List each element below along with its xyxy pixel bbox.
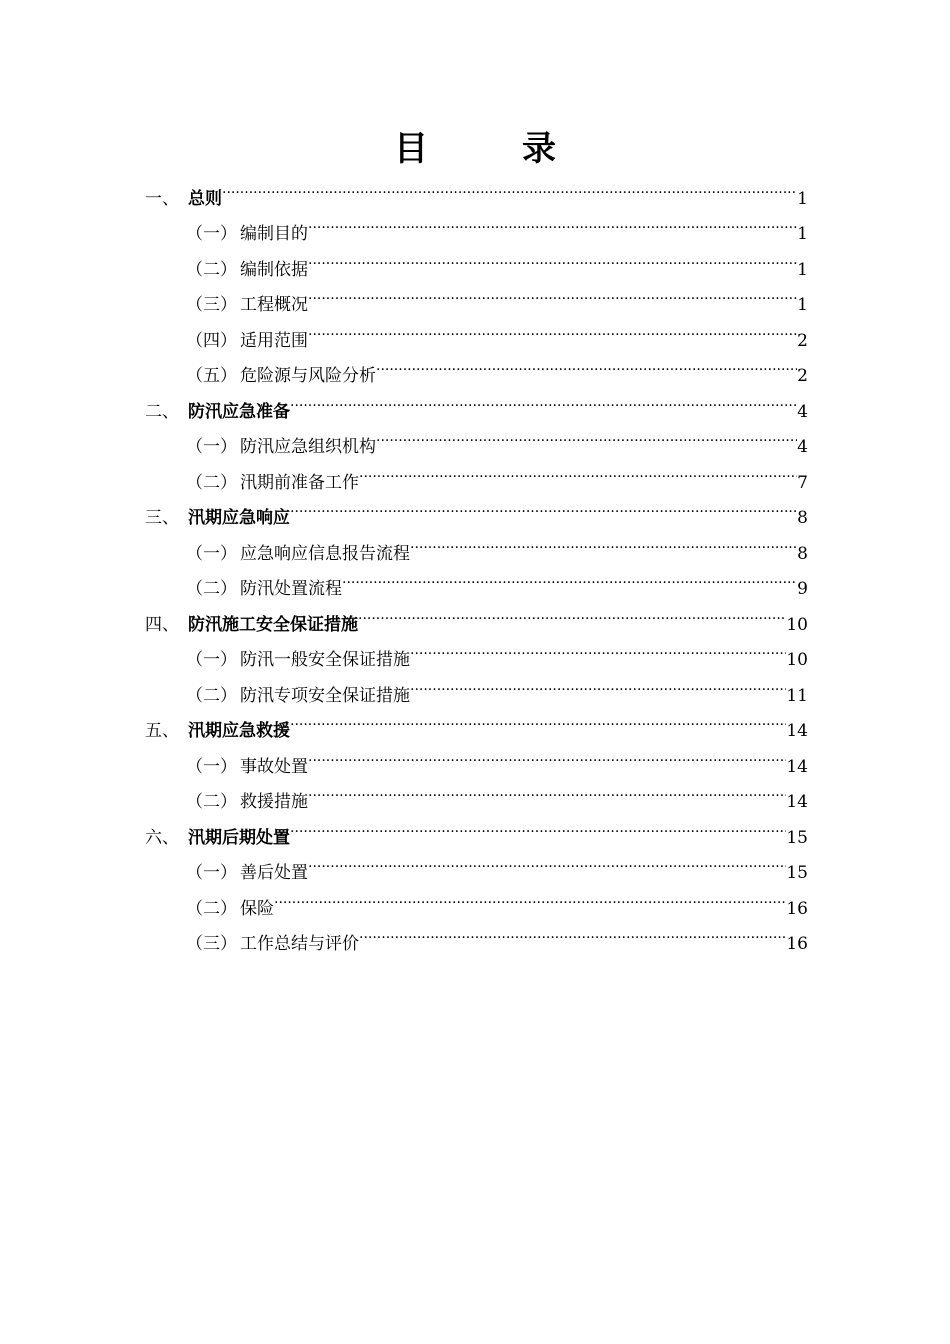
toc-entry-number: （二）	[186, 259, 237, 280]
toc-page-number: 11	[786, 685, 808, 706]
toc-dot-leader	[290, 807, 786, 843]
toc-page-number: 9	[797, 579, 808, 599]
toc-entry-number: （二）	[186, 792, 237, 812]
toc-page-number: 10	[786, 614, 808, 635]
toc-page-number: 1	[797, 259, 808, 280]
toc-dot-leader	[222, 168, 797, 204]
toc-dot-leader	[308, 736, 786, 772]
toc-entry-label: 工作总结与评价	[240, 934, 359, 954]
toc-entry-number: （一）	[186, 863, 237, 883]
toc-entry-number: （三）	[186, 934, 237, 954]
toc-page-number: 2	[797, 330, 808, 351]
toc-section-entry[interactable]	[145, 204, 808, 244]
toc-page-number: 4	[797, 437, 808, 457]
toc-entry-label: 事故处置	[240, 756, 308, 777]
toc-page-number: 16	[786, 898, 808, 919]
toc-page-number: 15	[786, 827, 808, 848]
toc-page-number: 10	[786, 650, 808, 670]
toc-dot-leader	[359, 452, 797, 488]
toc-entry-label: 防汛应急准备	[188, 401, 290, 422]
toc-entry-number: （一）	[186, 437, 237, 457]
toc-entry-number: （一）	[186, 650, 237, 670]
toc-dot-leader	[308, 310, 797, 346]
toc-page-number: 1	[797, 188, 808, 209]
toc-dot-leader	[308, 239, 797, 275]
toc-dot-leader	[410, 523, 797, 559]
toc-entry-label: 汛期后期处置	[188, 827, 290, 848]
toc-entry-label: 汛期应急响应	[188, 508, 290, 528]
toc-title: 目 录	[394, 129, 586, 169]
toc-page-number: 15	[786, 863, 808, 883]
toc-dot-leader	[290, 488, 797, 524]
toc-entry-label: 工程概况	[240, 295, 308, 315]
toc-dot-leader	[359, 914, 786, 950]
toc-dot-leader	[410, 665, 786, 701]
toc-entry-label: 汛期应急救援	[188, 721, 290, 741]
toc-entry-label: 善后处置	[240, 863, 308, 883]
toc-entry-number: 四、	[145, 614, 179, 635]
toc-page-number: 1	[797, 224, 808, 244]
toc-entry-label: 危险源与风险分析	[240, 366, 376, 386]
toc-entry-number: （三）	[186, 295, 237, 315]
toc-entry-number: 五、	[145, 721, 179, 741]
toc-dot-leader	[290, 381, 797, 417]
toc-dot-leader	[376, 417, 797, 453]
toc-page-number: 14	[786, 721, 808, 741]
toc-page-number: 14	[786, 756, 808, 777]
toc-entry-label: 保险	[240, 898, 274, 919]
toc-entry-label: 防汛施工安全保证措施	[188, 614, 358, 635]
toc-entry-number: （二）	[186, 898, 237, 919]
toc-entry-number: （二）	[186, 685, 237, 706]
toc-dot-leader	[308, 772, 786, 808]
toc-page-number: 16	[786, 934, 808, 954]
toc-list	[145, 168, 808, 954]
toc-entry-number: 三、	[145, 508, 179, 528]
toc-entry-label: 防汛应急组织机构	[240, 437, 376, 457]
toc-entry-label: 防汛一般安全保证措施	[240, 650, 410, 670]
toc-entry-label: 防汛专项安全保证措施	[240, 685, 410, 706]
toc-dot-leader	[358, 594, 786, 630]
toc-entry-label: 防汛处置流程	[240, 579, 342, 599]
toc-entry-number: （一）	[186, 543, 237, 564]
toc-dot-leader	[308, 843, 786, 879]
toc-entry-label: 应急响应信息报告流程	[240, 543, 410, 564]
toc-page-number: 8	[797, 508, 808, 528]
toc-entry-label: 编制目的	[240, 224, 308, 244]
toc-dot-leader	[342, 559, 797, 595]
toc-entry-label: 汛期前准备工作	[240, 472, 359, 493]
toc-entry-number: 二、	[145, 401, 179, 422]
toc-entry-label: 编制依据	[240, 259, 308, 280]
toc-page-number: 4	[797, 401, 808, 422]
toc-dot-leader	[308, 275, 797, 311]
toc-page-number: 2	[797, 366, 808, 386]
toc-entry-label: 总则	[188, 188, 222, 209]
toc-dot-leader	[376, 346, 797, 382]
toc-chapter-entry[interactable]	[145, 168, 808, 209]
toc-entry-number: 一、	[145, 188, 179, 209]
toc-entry-number: 六、	[145, 827, 179, 848]
toc-page-number: 14	[786, 792, 808, 812]
toc-page-number: 7	[797, 472, 808, 493]
toc-entry-label: 适用范围	[240, 330, 308, 351]
toc-page-number: 8	[797, 543, 808, 564]
toc-entry-label: 救援措施	[240, 792, 308, 812]
toc-entry-number: （五）	[186, 366, 237, 386]
toc-dot-leader	[308, 204, 797, 240]
toc-entry-number: （一）	[186, 756, 237, 777]
toc-dot-leader	[274, 878, 786, 914]
toc-page-number: 1	[797, 295, 808, 315]
toc-dot-leader	[290, 701, 786, 737]
toc-entry-number: （二）	[186, 472, 237, 493]
toc-entry-number: （二）	[186, 579, 237, 599]
toc-entry-number: （四）	[186, 330, 237, 351]
toc-entry-number: （一）	[186, 224, 237, 244]
toc-dot-leader	[410, 630, 786, 666]
